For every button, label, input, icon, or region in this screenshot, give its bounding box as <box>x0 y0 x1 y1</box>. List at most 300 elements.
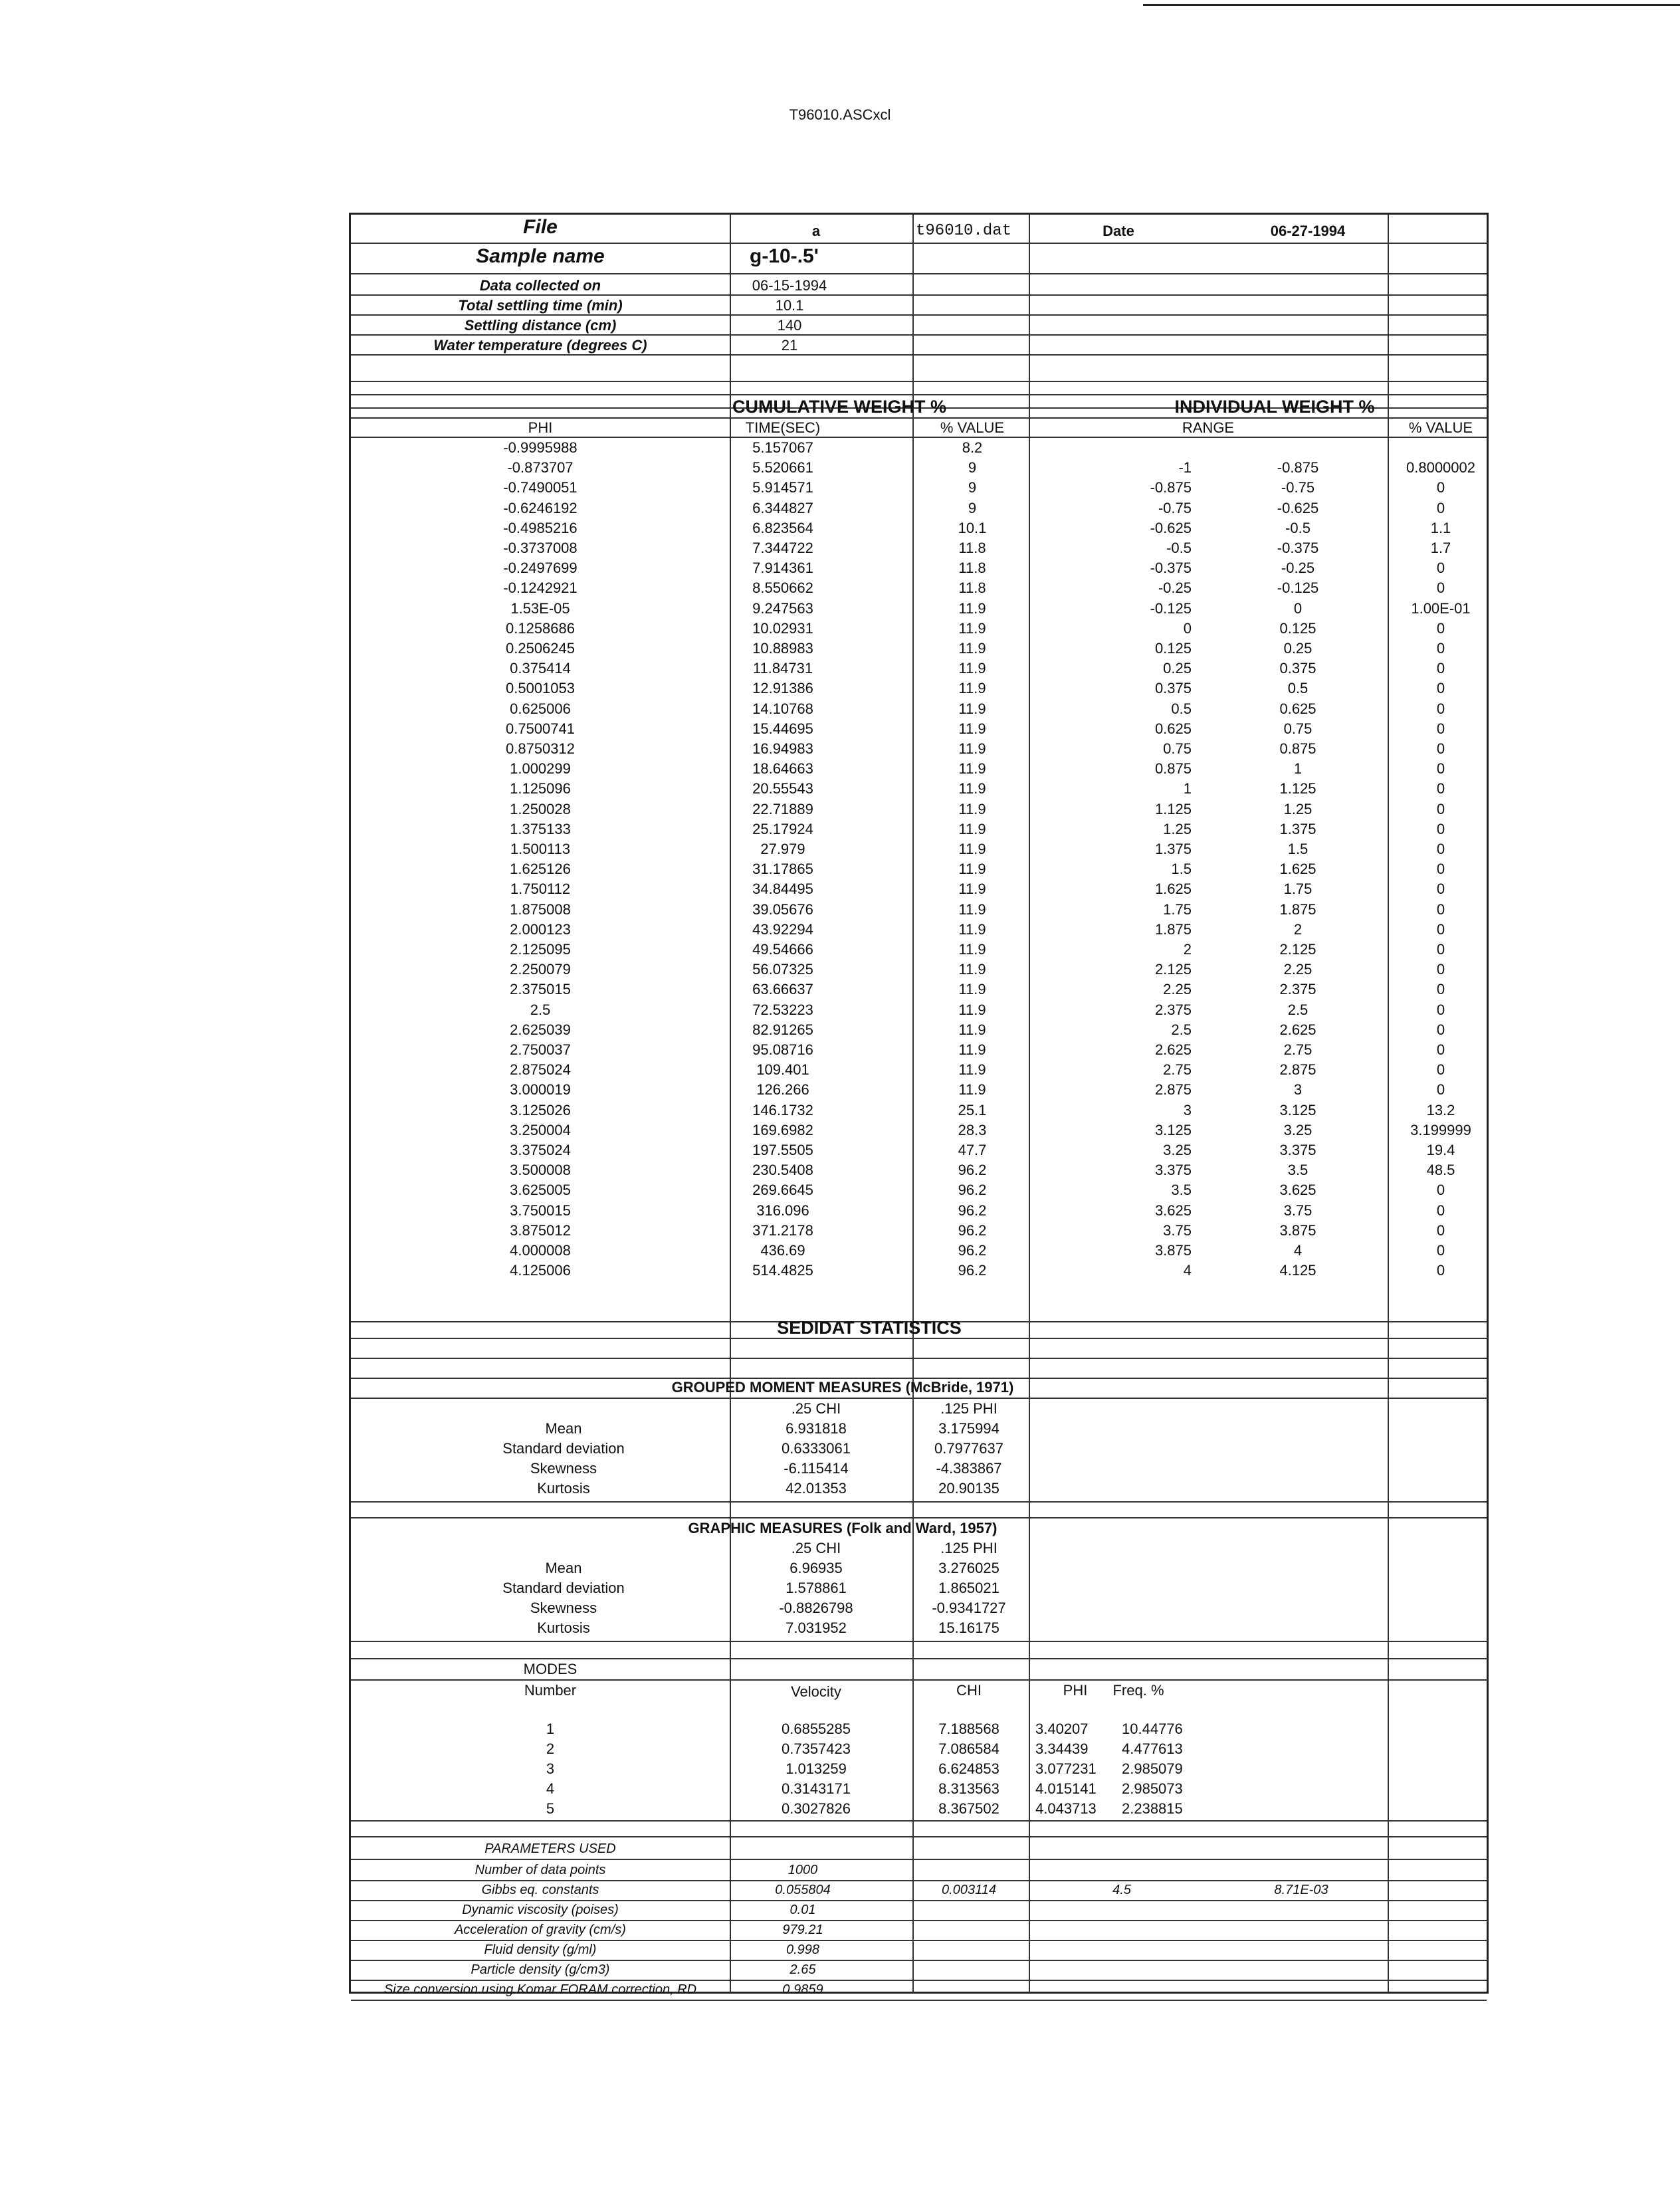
row-line <box>351 294 1487 296</box>
cum-value: 11.9 <box>958 620 986 637</box>
row-line <box>351 1517 1487 1518</box>
row-line <box>351 1398 1487 1399</box>
range-start: 0.375 <box>1154 680 1192 696</box>
range-end: 0 <box>1293 600 1303 617</box>
moment-phi-value: 20.90135 <box>938 1480 999 1497</box>
range-end: 0.125 <box>1279 620 1316 637</box>
phi-value: 2.875024 <box>510 1061 571 1078</box>
range-end: 3.25 <box>1283 1122 1312 1138</box>
info-value: 10.1 <box>775 297 804 314</box>
row-line <box>351 1820 1487 1822</box>
moment-chi-value: -6.115414 <box>784 1460 849 1477</box>
mode-chi: 6.624853 <box>938 1760 999 1777</box>
phi-value: 3.500008 <box>510 1162 571 1178</box>
graphic-label: Mean <box>545 1560 582 1576</box>
mode-number: 2 <box>546 1740 555 1757</box>
time-value: 109.401 <box>756 1061 809 1078</box>
moment-label: Mean <box>545 1420 582 1437</box>
phi-value: 2.000123 <box>510 921 571 938</box>
ind-value: 0 <box>1436 1182 1445 1198</box>
time-value: 269.6645 <box>752 1182 813 1198</box>
ind-value: 0 <box>1436 1001 1445 1018</box>
row-line <box>351 394 1487 395</box>
time-value: 34.84495 <box>752 881 813 897</box>
info-value: 21 <box>781 337 798 354</box>
time-value: 16.94983 <box>752 740 813 757</box>
range-start: -0.5 <box>1166 540 1192 556</box>
range-end: 3.375 <box>1279 1142 1316 1158</box>
range-start: -0.125 <box>1150 600 1192 617</box>
range-start: -1 <box>1178 459 1192 476</box>
parameter-label: Gibbs eq. constants <box>481 1883 599 1897</box>
time-value: 316.096 <box>756 1202 809 1219</box>
range-end: 0.75 <box>1283 720 1312 737</box>
mode-phi: 4.043713 <box>1035 1800 1097 1817</box>
range-start: 1.5 <box>1171 861 1192 877</box>
cum-value: 96.2 <box>958 1262 987 1279</box>
cum-value: 96.2 <box>958 1242 987 1259</box>
cum-value: 9 <box>968 479 977 496</box>
cum-value: 11.9 <box>958 600 986 617</box>
range-end: -0.125 <box>1277 579 1319 596</box>
mode-phi: 4.015141 <box>1035 1780 1097 1797</box>
moment-chi-value: 42.01353 <box>786 1480 847 1497</box>
graphic-phi-value: 1.865021 <box>938 1580 999 1596</box>
ind-value: 0 <box>1436 921 1445 938</box>
mode-velocity-header: Velocity <box>791 1683 841 1700</box>
ind-value-column-header: % VALUE <box>1408 419 1473 436</box>
phi-value: 2.125095 <box>510 941 571 958</box>
info-label: Settling distance (cm) <box>464 317 617 334</box>
phi-value: 2.375015 <box>510 981 571 997</box>
phi-value: -0.873707 <box>507 459 574 476</box>
mode-chi: 7.188568 <box>938 1721 999 1737</box>
range-start: 0.25 <box>1163 660 1192 677</box>
time-value: 63.66637 <box>752 981 813 997</box>
ind-value: 0 <box>1436 579 1445 596</box>
ind-value: 48.5 <box>1426 1162 1455 1178</box>
range-start: -0.375 <box>1150 560 1192 576</box>
ind-value: 0 <box>1436 1222 1445 1239</box>
range-end: 1 <box>1293 760 1303 777</box>
parameter-value: 0.9859 <box>782 1982 823 1997</box>
time-value: 10.02931 <box>752 620 813 637</box>
range-end: 1.25 <box>1283 801 1312 817</box>
sample-name-value: g-10-.5' <box>750 245 819 267</box>
cum-value: 11.9 <box>958 841 986 857</box>
cum-value: 11.9 <box>958 1041 986 1058</box>
range-end: 0.5 <box>1287 680 1309 696</box>
ind-value: 0 <box>1436 1021 1445 1038</box>
time-value: 11.84731 <box>752 660 813 677</box>
cum-value: 11.9 <box>958 760 986 777</box>
phi-value: 2.250079 <box>510 961 571 978</box>
ind-value: 0 <box>1436 901 1445 918</box>
range-end: 1.75 <box>1283 881 1312 897</box>
graphic-chi-value: 6.96935 <box>789 1560 843 1576</box>
mode-chi: 7.086584 <box>938 1740 999 1757</box>
time-value: 5.157067 <box>752 439 813 456</box>
mode-freq: 2.985079 <box>1122 1760 1183 1777</box>
range-end: 1.375 <box>1279 821 1316 837</box>
parameter-label: Number of data points <box>474 1863 606 1877</box>
range-start: 2.875 <box>1154 1081 1192 1098</box>
parameter-value: 0.01 <box>789 1903 816 1917</box>
range-start: 1.625 <box>1154 881 1192 897</box>
ind-value: 0 <box>1436 560 1445 576</box>
time-value: 126.266 <box>756 1081 809 1098</box>
ind-value: 0 <box>1436 620 1445 637</box>
range-start: 2.5 <box>1171 1021 1192 1038</box>
phi-value: 1.250028 <box>510 801 571 817</box>
individual-weight-title: INDIVIDUAL WEIGHT % <box>1174 397 1375 417</box>
cum-value: 11.9 <box>958 680 986 696</box>
grid-column-line <box>912 215 914 1992</box>
ind-value: 0 <box>1436 1202 1445 1219</box>
range-end: 2.125 <box>1279 941 1316 958</box>
ind-value: 0 <box>1436 1242 1445 1259</box>
ind-value: 1.00E-01 <box>1411 600 1471 617</box>
range-column-header: RANGE <box>1182 419 1235 436</box>
row-line <box>351 1859 1487 1860</box>
time-value: 14.10768 <box>752 700 813 717</box>
phi-value: -0.6246192 <box>503 500 578 516</box>
grid-column-line <box>730 215 731 1992</box>
mode-freq-header: Freq. % <box>1112 1682 1164 1699</box>
phi-value: -0.3737008 <box>503 540 578 556</box>
graphic-phi-value: 3.276025 <box>938 1560 999 1576</box>
mode-chi-header: CHI <box>956 1682 982 1699</box>
range-start: 1.375 <box>1154 841 1192 857</box>
parameter-label: Acceleration of gravity (cm/s) <box>455 1923 626 1937</box>
mode-phi: 3.34439 <box>1035 1740 1089 1757</box>
phi-value: 1.000299 <box>510 760 571 777</box>
ind-value: 0 <box>1436 760 1445 777</box>
cum-value: 11.8 <box>958 540 986 556</box>
time-value: 31.17865 <box>752 861 813 877</box>
range-end: 2.875 <box>1279 1061 1316 1078</box>
parameter-value-2: 0.003114 <box>942 1883 996 1897</box>
ind-value: 0 <box>1436 1061 1445 1078</box>
cum-value: 11.9 <box>958 901 986 918</box>
grid-column-line <box>1029 215 1030 1992</box>
range-end: 3.625 <box>1279 1182 1316 1198</box>
mode-freq: 4.477613 <box>1122 1740 1183 1757</box>
range-end: 2.5 <box>1287 1001 1309 1018</box>
phi-value: 2.625039 <box>510 1021 571 1038</box>
cum-value: 11.9 <box>958 740 986 757</box>
range-start: 0 <box>1183 620 1192 637</box>
cum-value: 28.3 <box>958 1122 987 1138</box>
ind-value: 0 <box>1436 841 1445 857</box>
phi-value: -0.1242921 <box>503 579 578 596</box>
range-end: -0.875 <box>1277 459 1319 476</box>
row-line <box>351 437 1487 438</box>
ind-value: 0 <box>1436 479 1445 496</box>
moment-chi-value: 6.931818 <box>786 1420 847 1437</box>
graphic-measures-title: GRAPHIC MEASURES (Folk and Ward, 1957) <box>688 1520 998 1536</box>
date-label: Date <box>1102 223 1134 239</box>
phi-value: 0.625006 <box>510 700 571 717</box>
range-end: 3.75 <box>1283 1202 1312 1219</box>
cum-value: 9 <box>968 500 977 516</box>
range-start: 3 <box>1183 1102 1192 1118</box>
range-start: 1 <box>1183 780 1192 797</box>
graphic-phi-header: .125 PHI <box>940 1540 998 1556</box>
parameter-label: Dynamic viscosity (poises) <box>462 1903 619 1917</box>
phi-value: 1.53E-05 <box>510 600 570 617</box>
range-end: 2.375 <box>1279 981 1316 997</box>
range-end: 2 <box>1293 921 1303 938</box>
range-start: 0.75 <box>1163 740 1192 757</box>
range-end: 3.125 <box>1279 1102 1316 1118</box>
mode-freq: 2.238815 <box>1122 1800 1183 1817</box>
row-line <box>351 273 1487 274</box>
range-end: 4.125 <box>1279 1262 1316 1279</box>
cum-value: 47.7 <box>958 1142 987 1158</box>
range-end: 2.25 <box>1283 961 1312 978</box>
time-value: 514.4825 <box>752 1262 813 1279</box>
range-end: -0.75 <box>1281 479 1315 496</box>
mode-number: 3 <box>546 1760 555 1777</box>
phi-value: 3.625005 <box>510 1182 571 1198</box>
graphic-phi-value: 15.16175 <box>938 1619 999 1636</box>
time-value: 7.914361 <box>752 560 813 576</box>
date-value: 06-27-1994 <box>1270 223 1346 239</box>
range-start: 1.25 <box>1163 821 1192 837</box>
range-start: -0.875 <box>1150 479 1192 496</box>
cum-value: 11.9 <box>958 1001 986 1018</box>
range-start: -0.25 <box>1158 579 1192 596</box>
phi-value: 4.125006 <box>510 1262 571 1279</box>
phi-value: 0.8750312 <box>506 740 575 757</box>
range-end: 3 <box>1293 1081 1303 1098</box>
range-end: 0.875 <box>1279 740 1316 757</box>
time-value: 12.91386 <box>752 680 813 696</box>
ind-value: 0 <box>1436 821 1445 837</box>
cum-value: 96.2 <box>958 1222 987 1239</box>
moment-measures-title: GROUPED MOMENT MEASURES (McBride, 1971) <box>671 1379 1014 1396</box>
range-end: 2.75 <box>1283 1041 1312 1058</box>
row-line <box>351 314 1487 316</box>
range-end: 4 <box>1293 1242 1303 1259</box>
range-end: 1.625 <box>1279 861 1316 877</box>
info-value: 140 <box>777 317 802 334</box>
range-start: 0.625 <box>1154 720 1192 737</box>
cum-value: 10.1 <box>958 520 987 536</box>
cum-value: 11.9 <box>958 700 986 717</box>
phi-value: 4.000008 <box>510 1242 571 1259</box>
mode-phi: 3.077231 <box>1035 1760 1097 1777</box>
row-line <box>351 1641 1487 1642</box>
phi-value: 1.625126 <box>510 861 571 877</box>
cum-value: 96.2 <box>958 1162 987 1178</box>
mode-number: 1 <box>546 1721 555 1737</box>
ind-value: 0 <box>1436 740 1445 757</box>
graphic-label: Standard deviation <box>502 1580 625 1596</box>
cum-value: 11.9 <box>958 981 986 997</box>
graphic-chi-header: .25 CHI <box>791 1540 841 1556</box>
cum-value: 11.9 <box>958 821 986 837</box>
parameters-title: PARAMETERS USED <box>484 1841 616 1856</box>
cum-value: 11.8 <box>958 579 986 596</box>
grid-column-line <box>1388 215 1389 1992</box>
range-end: -0.375 <box>1277 540 1319 556</box>
phi-value: 2.750037 <box>510 1041 571 1058</box>
row-line <box>351 2000 1487 2001</box>
ind-value: 0 <box>1436 1081 1445 1098</box>
ind-value: 1.7 <box>1430 540 1451 556</box>
phi-value: 1.375133 <box>510 821 571 837</box>
mode-phi: 3.40207 <box>1035 1721 1089 1737</box>
file-name: t96010.dat <box>916 222 1012 240</box>
cum-value: 8.2 <box>962 439 983 456</box>
info-label: Total settling time (min) <box>458 297 623 314</box>
row-line <box>351 417 1487 419</box>
ind-value: 0 <box>1436 1041 1445 1058</box>
time-value: 15.44695 <box>752 720 813 737</box>
phi-value: 0.375414 <box>510 660 571 677</box>
phi-value: 2.5 <box>530 1001 551 1018</box>
range-start: 1.875 <box>1154 921 1192 938</box>
sedidat-statistics-title: SEDIDAT STATISTICS <box>777 1318 962 1338</box>
ind-value: 0 <box>1436 680 1445 696</box>
phi-value: 3.000019 <box>510 1081 571 1098</box>
cum-value: 11.9 <box>958 1021 986 1038</box>
graphic-label: Kurtosis <box>537 1619 590 1636</box>
phi-value: 0.1258686 <box>506 620 575 637</box>
phi-value: 3.375024 <box>510 1142 571 1158</box>
time-value: 25.17924 <box>752 821 813 837</box>
range-start: 3.75 <box>1163 1222 1192 1239</box>
ind-value: 0 <box>1436 1262 1445 1279</box>
mode-freq: 2.985073 <box>1122 1780 1183 1797</box>
cum-value: 11.9 <box>958 921 986 938</box>
phi-value: 0.5001053 <box>506 680 575 696</box>
cum-value: 11.9 <box>958 640 986 657</box>
mode-phi-header: PHI <box>1063 1682 1088 1699</box>
range-start: 3.375 <box>1154 1162 1192 1178</box>
range-end: -0.5 <box>1285 520 1311 536</box>
time-value: 8.550662 <box>752 579 813 596</box>
time-value: 146.1732 <box>752 1102 813 1118</box>
phi-value: 1.500113 <box>510 841 571 857</box>
ind-value: 0 <box>1436 780 1445 797</box>
mode-velocity: 0.7357423 <box>782 1740 851 1757</box>
time-value: 6.823564 <box>752 520 813 536</box>
range-start: 0.875 <box>1154 760 1192 777</box>
graphic-label: Skewness <box>530 1600 597 1616</box>
time-value: 43.92294 <box>752 921 813 938</box>
time-value: 6.344827 <box>752 500 813 516</box>
file-label: File <box>523 216 558 238</box>
ind-value: 0 <box>1436 861 1445 877</box>
time-value: 230.5408 <box>752 1162 813 1178</box>
time-value: 27.979 <box>760 841 805 857</box>
ind-value: 0 <box>1436 660 1445 677</box>
phi-value: 3.250004 <box>510 1122 571 1138</box>
range-end: -0.625 <box>1277 500 1319 516</box>
ind-value: 1.1 <box>1430 520 1451 536</box>
range-start: 2.25 <box>1163 981 1192 997</box>
moment-phi-value: -4.383867 <box>936 1460 1002 1477</box>
row-line <box>351 1501 1487 1503</box>
phi-column-header: PHI <box>528 419 553 436</box>
range-start: 2.75 <box>1163 1061 1192 1078</box>
phi-value: 3.875012 <box>510 1222 571 1239</box>
row-line <box>351 1679 1487 1681</box>
phi-value: 1.125096 <box>510 780 571 797</box>
graphic-chi-value: 7.031952 <box>786 1619 847 1636</box>
mode-velocity: 1.013259 <box>786 1760 847 1777</box>
graphic-chi-value: -0.8826798 <box>779 1600 853 1616</box>
ind-value: 0 <box>1436 500 1445 516</box>
ind-value: 19.4 <box>1426 1142 1455 1158</box>
ind-value: 0 <box>1436 881 1445 897</box>
range-start: 3.625 <box>1154 1202 1192 1219</box>
moment-chi-value: 0.6333061 <box>782 1440 851 1457</box>
phi-value: 0.2506245 <box>506 640 575 657</box>
parameter-value: 0.998 <box>786 1942 820 1957</box>
cum-value-column-header: % VALUE <box>940 419 1005 436</box>
range-start: 3.25 <box>1163 1142 1192 1158</box>
range-start: 1.75 <box>1163 901 1192 918</box>
parameter-value: 1000 <box>788 1863 818 1877</box>
time-value: 20.55543 <box>752 780 813 797</box>
time-value: 5.520661 <box>752 459 813 476</box>
range-start: -0.625 <box>1150 520 1192 536</box>
range-start: 0.125 <box>1154 640 1192 657</box>
parameter-value-4: 8.71E-03 <box>1274 1883 1328 1897</box>
moment-phi-header: .125 PHI <box>940 1400 998 1417</box>
range-end: 1.875 <box>1279 901 1316 918</box>
time-value: 49.54666 <box>752 941 813 958</box>
cum-value: 11.9 <box>958 801 986 817</box>
time-value: 9.247563 <box>752 600 813 617</box>
ind-value: 0 <box>1436 981 1445 997</box>
time-value: 169.6982 <box>752 1122 813 1138</box>
parameter-value: 979.21 <box>782 1923 823 1937</box>
range-start: 3.125 <box>1154 1122 1192 1138</box>
cum-value: 11.9 <box>958 660 986 677</box>
range-end: 3.875 <box>1279 1222 1316 1239</box>
parameter-value: 0.055804 <box>775 1883 831 1897</box>
ind-value: 13.2 <box>1426 1102 1455 1118</box>
ind-value: 0 <box>1436 700 1445 717</box>
mode-number: 5 <box>546 1800 555 1817</box>
time-value: 56.07325 <box>752 961 813 978</box>
mode-velocity: 0.3027826 <box>782 1800 851 1817</box>
moment-phi-value: 3.175994 <box>938 1420 999 1437</box>
time-value: 7.344722 <box>752 540 813 556</box>
moment-phi-value: 0.7977637 <box>934 1440 1003 1457</box>
moment-label: Kurtosis <box>537 1480 590 1497</box>
phi-value: -0.9995988 <box>503 439 578 456</box>
cum-value: 11.9 <box>958 780 986 797</box>
range-start: -0.75 <box>1158 500 1192 516</box>
modes-title: MODES <box>523 1661 578 1677</box>
time-value: 197.5505 <box>752 1142 813 1158</box>
phi-value: 0.7500741 <box>506 720 575 737</box>
cum-value: 11.8 <box>958 560 986 576</box>
phi-value: -0.4985216 <box>503 520 578 536</box>
time-value: 18.64663 <box>752 760 813 777</box>
cum-value: 11.9 <box>958 1061 986 1078</box>
cum-value: 11.9 <box>958 961 986 978</box>
parameter-label: Size conversion using Komar FORAM correction, RD <box>383 1982 697 1997</box>
cum-value: 11.9 <box>958 941 986 958</box>
mode-number-header: Number <box>524 1682 577 1699</box>
